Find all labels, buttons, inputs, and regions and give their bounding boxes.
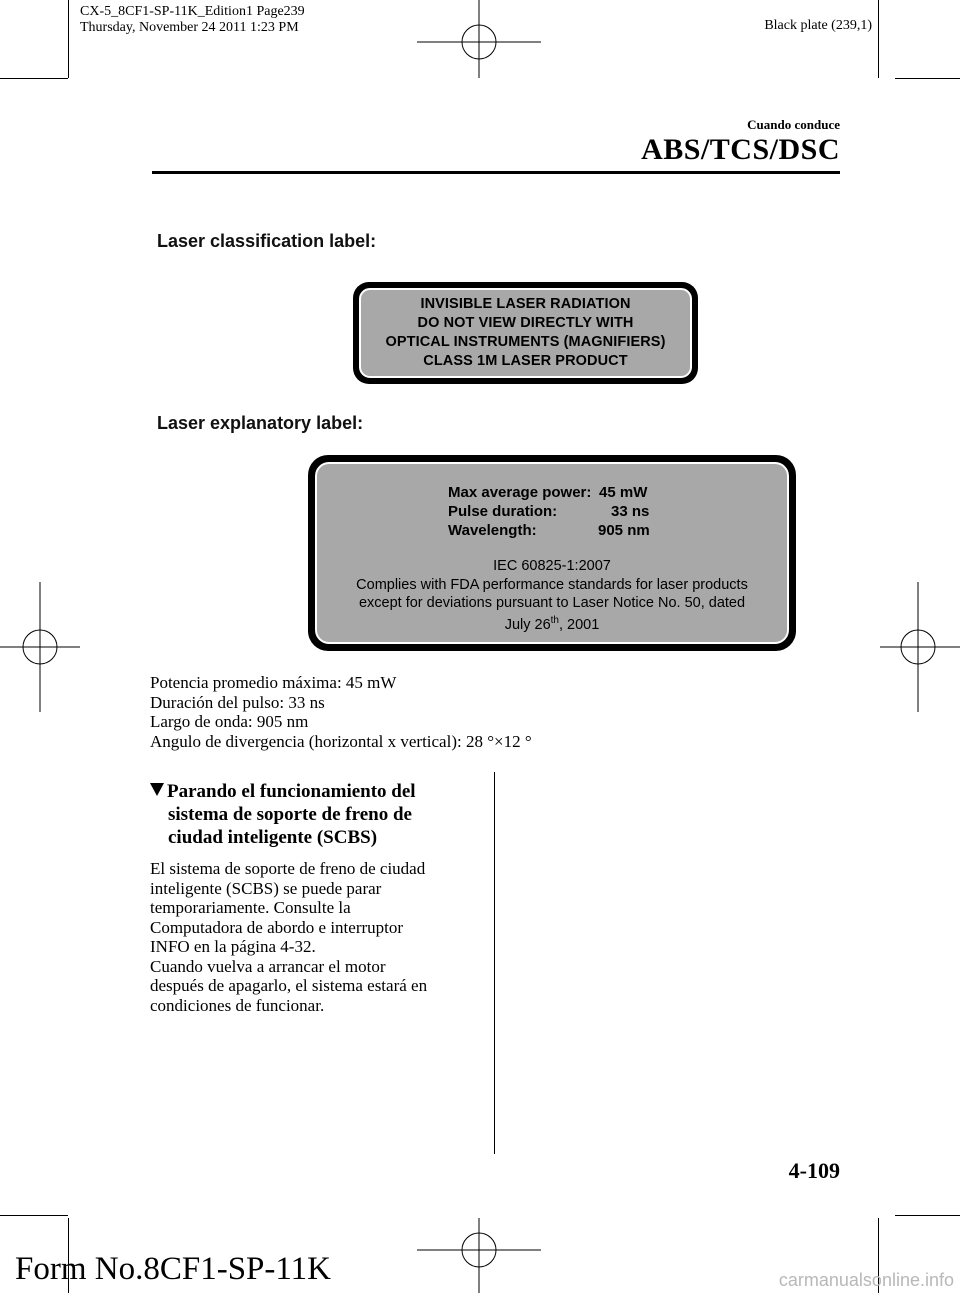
explanatory-label-title: Laser explanatory label: [157,413,364,433]
column-divider [494,772,495,1154]
paragraph-line: INFO en la página 4-32. [150,937,316,956]
paragraph-line: Cuando vuelva a arrancar el motor [150,956,386,976]
subsection-paragraph [150,859,480,1015]
header-rule [152,171,840,174]
paragraph-line: temporariamente. Consulte la [150,898,351,917]
spec-line: Largo de onda: 905 nm [150,712,309,731]
print-info-line1: CX-5_8CF1-SP-11K_Edition1 Page239 [80,4,305,19]
paragraph-line: El sistema de soporte de freno de ciudad [150,859,426,878]
spec-line: Duración del pulso: 33 ns [150,692,325,712]
spec-line: Potencia promedio máxima: 45 mW [150,673,397,692]
heading-line: Parando el funcionamiento del [167,781,416,802]
classification-line: OPTICAL INSTRUMENTS (MAGNIFIERS) [385,334,666,350]
section-title: ABS/TCS/DSC [641,133,840,166]
paragraph-line: Computadora de abordo e interruptor [150,917,404,937]
plate-info: Black plate (239,1) [764,18,872,33]
compliance-date-prefix: July 26 [504,616,551,633]
paragraph-line: después de apagarlo, el sistema estará en [150,976,428,995]
spec-line: Angulo de divergencia (horizontal x vertical): 28 °×12 ° [150,731,532,751]
paragraph-line: condiciones de funcionar. [150,995,325,1015]
section-subtitle: Cuando conduce [747,117,840,132]
spec-name: Max average power: [448,484,592,501]
classification-line: DO NOT VIEW DIRECTLY WITH [417,315,634,331]
classification-line: CLASS 1M LASER PRODUCT [423,353,628,369]
heading-line: ciudad inteligente (SCBS) [168,827,378,848]
explanatory-label-image [308,455,796,651]
print-job-info [80,4,305,36]
spec-value: 905 nm [598,522,650,539]
compliance-line: IEC 60825-1:2007 [493,558,611,574]
compliance-date [317,612,787,634]
spec-name: Pulse duration: [448,503,558,520]
classification-line: INVISIBLE LASER RADIATION [420,296,631,312]
classification-label-image [353,282,698,384]
spec-name: Wavelength: [448,522,537,539]
subsection-heading [150,780,416,849]
compliance-date-sup: th [550,615,559,626]
compliance-line: Complies with FDA performance standards for laser products [356,577,748,593]
compliance-line: except for deviations pursuant to Laser Notice No. 50, dated [358,595,746,611]
page-number: 4-109 [788,1158,840,1183]
watermark: carmanualsonline.info [778,1270,954,1290]
triangle-bullet-icon [150,783,164,796]
paragraph-line: inteligente (SCBS) se puede parar [150,878,382,898]
print-info-line2: Thursday, November 24 2011 1:23 PM [80,20,299,35]
spec-value: 33 ns [611,503,650,520]
heading-line: sistema de soporte de freno de [168,804,412,825]
specs-list [150,673,532,751]
form-number: Form No.8CF1-SP-11K [15,1251,331,1287]
classification-label-title: Laser classification label: [157,231,377,251]
spec-value: 45 mW [599,484,648,501]
compliance-date-suffix: , 2001 [558,616,600,633]
